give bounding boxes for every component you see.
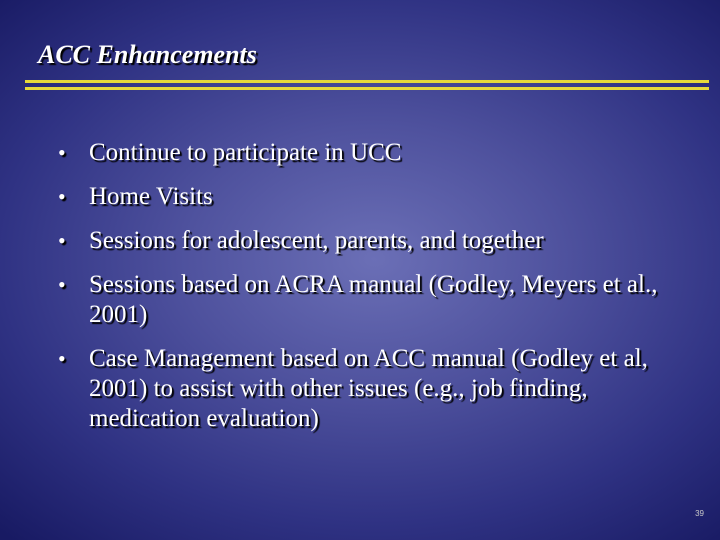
bullet-item [0,344,720,434]
bullet-text: Case Management based on ACC manual (Godley et al, 2001) to assist with other issues (e.g., job finding, medication evaluation) [89,345,648,432]
slide-number: 39 [695,509,704,518]
bullet-dot-icon: • [58,228,66,253]
bullet-item [0,226,720,256]
bullet-text: Sessions for adolescent, parents, and together [89,227,544,254]
bullet-dot-icon: • [58,140,66,165]
bullet-text: Sessions based on ACRA manual (Godley, Meyers et al., 2001) [89,271,658,328]
title-underline-rule [25,80,709,90]
bullet-dot-icon: • [58,272,66,297]
bullet-text: Home Visits [89,183,213,210]
bullet-dot-icon: • [58,184,66,209]
bullet-dot-icon: • [58,346,66,371]
bullet-item [0,270,720,330]
bullet-list [0,138,720,449]
slide-title: ACC Enhancements [38,40,257,69]
bullet-item [0,138,720,168]
bullet-item [0,182,720,212]
bullet-text: Continue to participate in UCC [89,139,402,166]
